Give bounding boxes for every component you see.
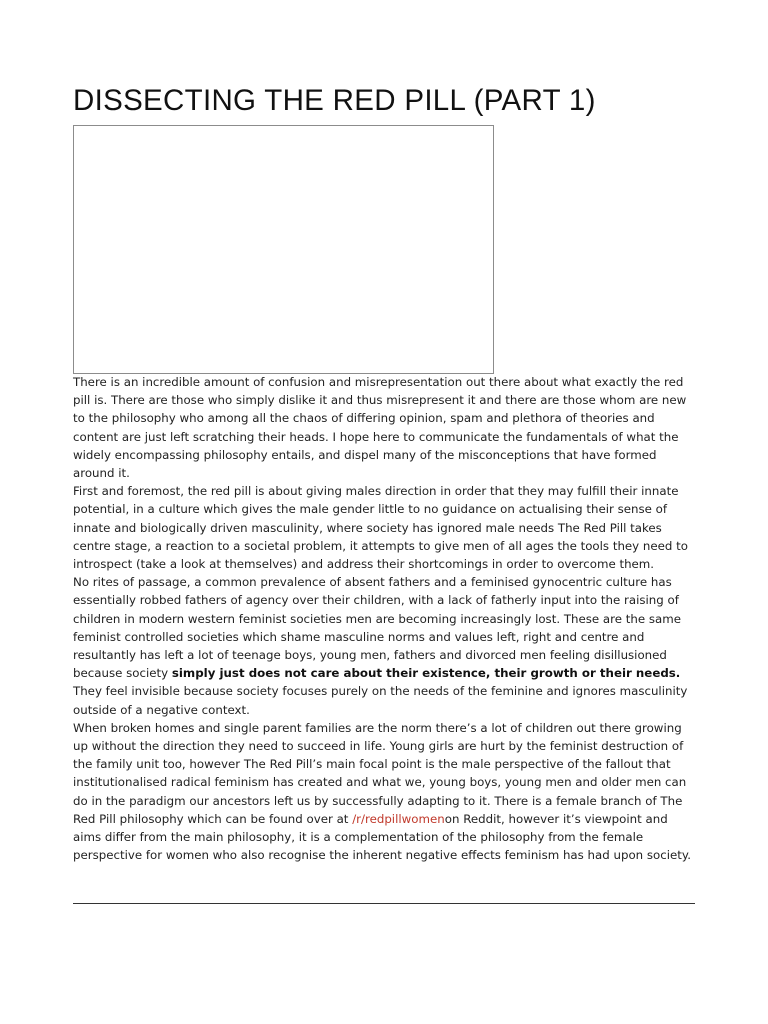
article-body	[73, 373, 695, 864]
article-image-placeholder	[73, 125, 494, 374]
paragraph-2: First and foremost, the red pill is about giving males direction in order that they may fulfill their innate potential, in a culture which gives the male gender little to no guidance on actualising their sense of innate and biologically driven masculinity, where society has ignored male needs The Red Pill takes centre stage, a reaction to a societal problem, it attempts to give men of all ages the tools they need to introspect (take a look at themselves) and address their shortcomings in order to overcome them.	[73, 484, 688, 572]
paragraph-4-text-end: on Reddit, however it’s viewpoint and aims differ from the main philosophy, it is a complementation of the philosophy from the female perspective for women who also recognise the inherent negative effects feminism has had upon society.	[73, 811, 691, 863]
paragraph-4	[73, 719, 695, 865]
redpillwomen-link[interactable]: /r/redpillwomen	[352, 811, 445, 826]
paragraph-4-text-start: When broken homes and single parent families are the norm there’s a lot of children out there growing up without the direction they need to succeed in life. Young girls are hurt by the feminist destruction of the family unit too, however The Red Pill’s main focal point is the male perspective of the fallout that institutionalised radical feminism has created and what we, young boys, young men and older men can do in the paradigm our ancestors left us by successfully adapting to it. There is a female branch of The Red Pill philosophy which can be found over at	[73, 720, 687, 826]
article-title: DISSECTING THE RED PILL (PART 1)	[73, 84, 596, 117]
paragraph-3-text-start: No rites of passage, a common prevalence of absent fathers and a feminised gynocentric culture has essentially robbed fathers of agency over their children, with a lack of fatherly input into the raising of children in modern western feminist societies men are becoming increasingly lost. These are the same feminist controlled societies which shame masculine norms and values left, right and centre and resultantly has left a lot of teenage boys, young men, fathers and divorced men feeling disillusioned because society	[73, 575, 681, 681]
paragraph-1: There is an incredible amount of confusion and misrepresentation out there about what exactly the red pill is. There are those who simply dislike it and thus misrepresent it and there are those whom are new to the philosophy who among all the chaos of differing opinion, spam and plethora of theories and content are just left scratching their heads. I hope here to communicate the fundamentals of what the widely encompassing philosophy entails, and dispel many of the misconceptions that have formed around it.	[73, 375, 687, 481]
paragraph-3	[73, 573, 695, 719]
paragraph-3-bold-text: simply just does not care about their existence, their growth or their needs.	[171, 666, 681, 681]
paragraph-3-text-end: They feel invisible because society focuses purely on the needs of the feminine and ignores masculinity outside of a negative context.	[73, 684, 688, 717]
article-divider	[73, 903, 695, 904]
